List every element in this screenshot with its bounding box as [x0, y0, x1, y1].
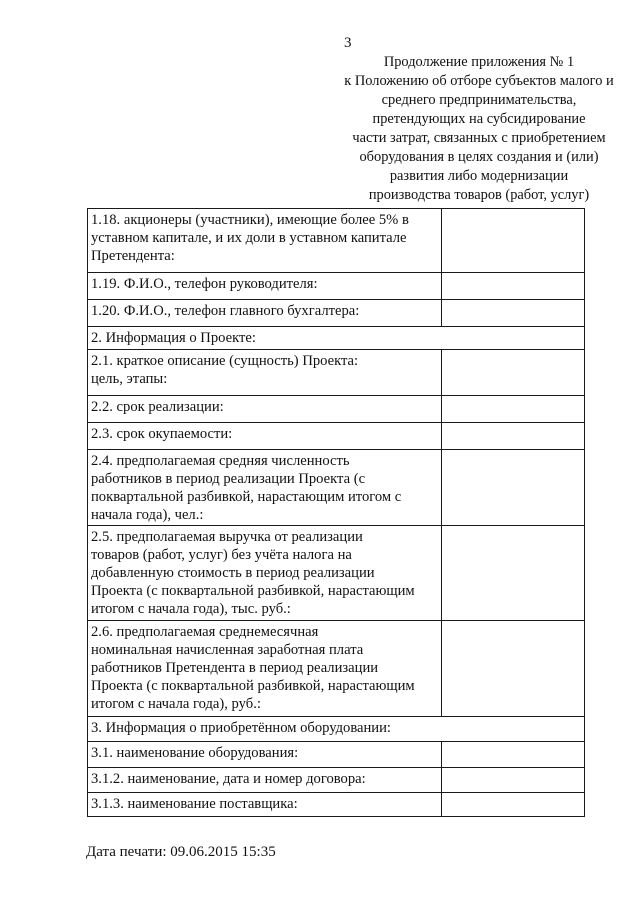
- row-value-field[interactable]: [442, 621, 585, 717]
- table-row: [88, 526, 585, 621]
- row-label: 3.1. наименование оборудования:: [88, 742, 442, 768]
- table-row: [88, 768, 585, 793]
- table-row: [88, 273, 585, 300]
- header-line: части затрат, связанных с приобретением: [352, 130, 606, 146]
- section-row: [88, 327, 585, 350]
- row-value-field[interactable]: [442, 742, 585, 768]
- section-row: [88, 717, 585, 742]
- table-row: [88, 396, 585, 423]
- row-label: 1.20. Ф.И.О., телефон главного бухгалтера:: [88, 300, 442, 327]
- row-label: 2.6. предполагаемая среднемесячная номинальная начисленная заработная плата работников Претендента в период реализации Проекта (с поквартальной разбивкой, нарастающим итогом с начала года), руб.:: [88, 621, 442, 717]
- row-value-field[interactable]: [442, 526, 585, 621]
- row-value-field[interactable]: [442, 350, 585, 396]
- row-label: 2.1. краткое описание (сущность) Проекта: цель, этапы:: [88, 350, 442, 396]
- table-row: [88, 793, 585, 817]
- row-label: 2.3. срок окупаемости:: [88, 423, 442, 450]
- row-label: 3.1.3. наименование поставщика:: [88, 793, 442, 817]
- row-value-field[interactable]: [442, 768, 585, 793]
- table-row: [88, 450, 585, 526]
- row-value-field[interactable]: [442, 423, 585, 450]
- header-line: к Положению об отборе субъектов малого и: [344, 73, 614, 89]
- row-label: 2.2. срок реализации:: [88, 396, 442, 423]
- row-value-field[interactable]: [442, 450, 585, 526]
- table-row: [88, 300, 585, 327]
- appendix-header: [318, 53, 640, 205]
- row-value-field[interactable]: [442, 209, 585, 273]
- table-row: [88, 350, 585, 396]
- row-value-field[interactable]: [442, 396, 585, 423]
- table-row: [88, 423, 585, 450]
- row-value-field[interactable]: [442, 273, 585, 300]
- section-heading: 3. Информация о приобретённом оборудовании:: [88, 717, 585, 742]
- table-row: [88, 209, 585, 273]
- header-line: оборудования в целях создания и (или): [359, 149, 599, 165]
- row-label: 1.18. акционеры (участники), имеющие более 5% в уставном капитале, и их доли в уставном капитале Претендента:: [88, 209, 442, 273]
- section-heading: 2. Информация о Проекте:: [88, 327, 585, 350]
- header-line: производства товаров (работ, услуг): [368, 187, 590, 203]
- application-form-table: [87, 208, 585, 817]
- print-date: Дата печати: 09.06.2015 15:35: [86, 844, 276, 860]
- row-value-field[interactable]: [442, 300, 585, 327]
- table-row: [88, 742, 585, 768]
- row-label: 2.4. предполагаемая средняя численность работников в период реализации Проекта (с поквартальной разбивкой, нарастающим итогом с начала года), чел.:: [88, 450, 442, 526]
- header-line: среднего предпринимательства,: [381, 92, 577, 108]
- header-line: претендующих на субсидирование: [372, 111, 586, 127]
- page-number: 3: [344, 35, 352, 51]
- row-label: 1.19. Ф.И.О., телефон руководителя:: [88, 273, 442, 300]
- row-value-field[interactable]: [442, 793, 585, 817]
- row-label: 2.5. предполагаемая выручка от реализации товаров (работ, услуг) без учёта налога на добавленную стоимость в период реализации Проекта (с поквартальной разбивкой, нарастающим итогом с начала года), тыс. руб.:: [88, 526, 442, 621]
- form-table-body: [88, 209, 585, 817]
- header-line: Продолжение приложения № 1: [383, 54, 575, 70]
- header-line: развития либо модернизации: [389, 168, 569, 184]
- row-label: 3.1.2. наименование, дата и номер договора:: [88, 768, 442, 793]
- table-row: [88, 621, 585, 717]
